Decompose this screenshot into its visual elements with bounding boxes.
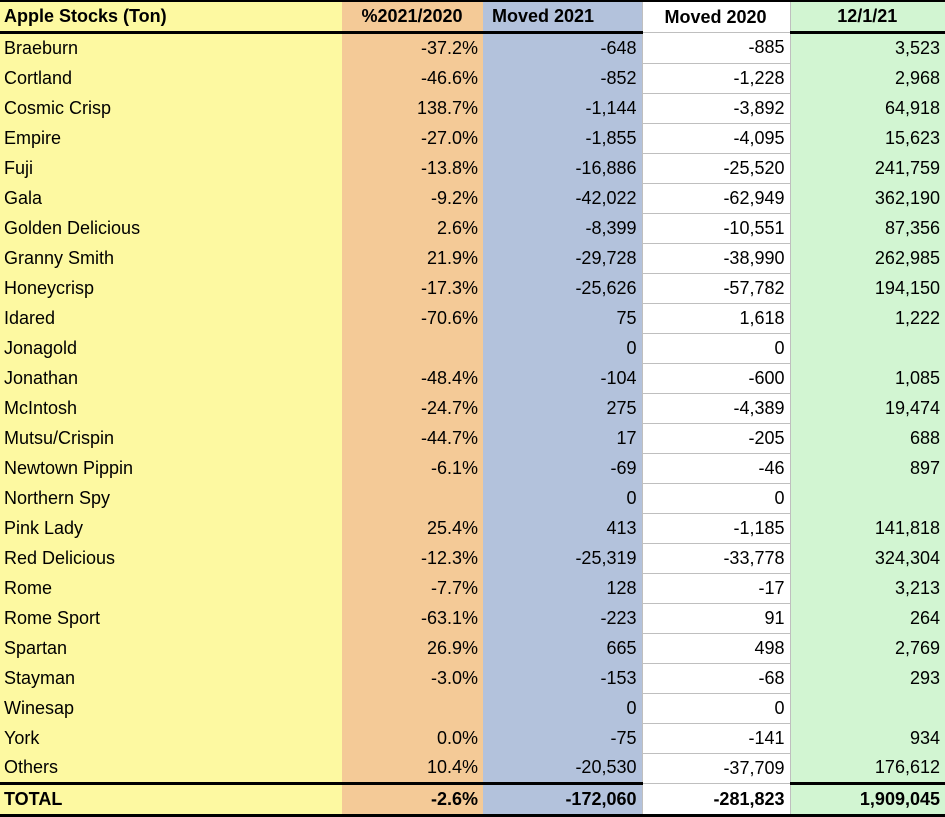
cell-pct-change[interactable]: 0.0%	[342, 723, 483, 753]
table-row	[0, 633, 945, 663]
cell-moved-2021[interactable]: 128	[483, 573, 642, 603]
cell-pct-change[interactable]: -37.2%	[342, 33, 483, 64]
table-row	[0, 393, 945, 423]
cell-variety[interactable]: Newtown Pippin	[0, 453, 342, 483]
cell-moved-2021[interactable]: 0	[483, 483, 642, 513]
cell-pct-change[interactable]: 26.9%	[342, 633, 483, 663]
col-header-pct-2021-2020[interactable]: %2021/2020	[342, 1, 483, 33]
cell-stock[interactable]: 87,356	[790, 213, 945, 243]
cell-moved-2020[interactable]: -141	[642, 723, 790, 753]
total-moved-2020-cell[interactable]: -281,823	[642, 784, 790, 816]
total-row	[0, 784, 945, 816]
cell-moved-2021[interactable]: -16,886	[483, 153, 642, 183]
cell-moved-2020[interactable]: 0	[642, 483, 790, 513]
table-row	[0, 243, 945, 273]
cell-moved-2021[interactable]: -648	[483, 33, 642, 64]
table-row	[0, 723, 945, 753]
cell-stock[interactable]: 293	[790, 663, 945, 693]
cell-pct-change[interactable]	[342, 693, 483, 723]
cell-moved-2021[interactable]: -42,022	[483, 183, 642, 213]
table-row	[0, 753, 945, 784]
cell-moved-2021[interactable]: -75	[483, 723, 642, 753]
cell-moved-2021[interactable]: 0	[483, 333, 642, 363]
col-header-moved-2020[interactable]: Moved 2020	[642, 1, 790, 33]
cell-stock[interactable]: 1,222	[790, 303, 945, 333]
cell-stock[interactable]: 1,085	[790, 363, 945, 393]
cell-variety[interactable]: Gala	[0, 183, 342, 213]
cell-variety[interactable]: Fuji	[0, 153, 342, 183]
cell-moved-2020[interactable]: -4,389	[642, 393, 790, 423]
cell-pct-change[interactable]: 21.9%	[342, 243, 483, 273]
cell-variety[interactable]: Stayman	[0, 663, 342, 693]
cell-moved-2020[interactable]: -33,778	[642, 543, 790, 573]
cell-moved-2021[interactable]: -29,728	[483, 243, 642, 273]
cell-moved-2020[interactable]: 1,618	[642, 303, 790, 333]
cell-moved-2020[interactable]: -600	[642, 363, 790, 393]
table-row	[0, 213, 945, 243]
cell-moved-2020[interactable]: -68	[642, 663, 790, 693]
table-row	[0, 273, 945, 303]
table-row	[0, 543, 945, 573]
cell-moved-2020[interactable]: -4,095	[642, 123, 790, 153]
table-row	[0, 363, 945, 393]
cell-variety[interactable]: Cortland	[0, 63, 342, 93]
table-row	[0, 663, 945, 693]
cell-stock[interactable]: 2,769	[790, 633, 945, 663]
table-row	[0, 63, 945, 93]
cell-variety[interactable]: Honeycrisp	[0, 273, 342, 303]
cell-variety[interactable]: Rome Sport	[0, 603, 342, 633]
cell-stock[interactable]: 264	[790, 603, 945, 633]
cell-moved-2021[interactable]: -1,855	[483, 123, 642, 153]
cell-moved-2021[interactable]: -25,626	[483, 273, 642, 303]
cell-moved-2020[interactable]: -3,892	[642, 93, 790, 123]
cell-stock[interactable]: 362,190	[790, 183, 945, 213]
cell-variety[interactable]: Idared	[0, 303, 342, 333]
cell-pct-change[interactable]: -48.4%	[342, 363, 483, 393]
table-body	[0, 33, 945, 784]
table-row	[0, 183, 945, 213]
cell-stock[interactable]: 688	[790, 423, 945, 453]
cell-stock[interactable]: 194,150	[790, 273, 945, 303]
table-row	[0, 693, 945, 723]
cell-pct-change[interactable]: -7.7%	[342, 573, 483, 603]
cell-variety[interactable]: Winesap	[0, 693, 342, 723]
cell-variety[interactable]: Pink Lady	[0, 513, 342, 543]
cell-variety[interactable]: Cosmic Crisp	[0, 93, 342, 123]
cell-pct-change[interactable]: 25.4%	[342, 513, 483, 543]
cell-moved-2020[interactable]: -205	[642, 423, 790, 453]
cell-pct-change[interactable]: -17.3%	[342, 273, 483, 303]
cell-pct-change[interactable]: -6.1%	[342, 453, 483, 483]
cell-pct-change[interactable]: -24.7%	[342, 393, 483, 423]
total-label-cell[interactable]: TOTAL	[0, 784, 342, 816]
cell-moved-2021[interactable]: -223	[483, 603, 642, 633]
cell-variety[interactable]: McIntosh	[0, 393, 342, 423]
cell-variety[interactable]: York	[0, 723, 342, 753]
cell-stock[interactable]	[790, 333, 945, 363]
cell-pct-change[interactable]: -70.6%	[342, 303, 483, 333]
cell-stock[interactable]: 64,918	[790, 93, 945, 123]
cell-moved-2020[interactable]: -37,709	[642, 753, 790, 784]
cell-moved-2021[interactable]: 275	[483, 393, 642, 423]
table-row	[0, 93, 945, 123]
cell-stock[interactable]: 19,474	[790, 393, 945, 423]
cell-stock[interactable]: 2,968	[790, 63, 945, 93]
cell-pct-change[interactable]: -27.0%	[342, 123, 483, 153]
table-row	[0, 123, 945, 153]
cell-stock[interactable]: 3,523	[790, 33, 945, 64]
table-row	[0, 573, 945, 603]
cell-variety[interactable]: Others	[0, 753, 342, 784]
cell-stock[interactable]: 241,759	[790, 153, 945, 183]
header-row	[0, 1, 945, 33]
cell-moved-2021[interactable]: 413	[483, 513, 642, 543]
cell-variety[interactable]: Golden Delicious	[0, 213, 342, 243]
cell-stock[interactable]: 176,612	[790, 753, 945, 784]
col-header-apple-stocks[interactable]: Apple Stocks (Ton)	[0, 1, 342, 33]
table-row	[0, 423, 945, 453]
cell-stock[interactable]: 15,623	[790, 123, 945, 153]
cell-pct-change[interactable]: -12.3%	[342, 543, 483, 573]
cell-moved-2021[interactable]: -1,144	[483, 93, 642, 123]
col-header-moved-2021[interactable]: Moved 2021	[483, 1, 642, 33]
cell-stock[interactable]: 324,304	[790, 543, 945, 573]
cell-moved-2021[interactable]: -153	[483, 663, 642, 693]
cell-moved-2020[interactable]: 0	[642, 333, 790, 363]
cell-moved-2020[interactable]: -62,949	[642, 183, 790, 213]
cell-pct-change[interactable]: -13.8%	[342, 153, 483, 183]
cell-pct-change[interactable]: 10.4%	[342, 753, 483, 784]
cell-variety[interactable]: Northern Spy	[0, 483, 342, 513]
col-header-stock-date[interactable]: 12/1/21	[790, 1, 945, 33]
cell-moved-2021[interactable]: 75	[483, 303, 642, 333]
cell-moved-2020[interactable]: 0	[642, 693, 790, 723]
cell-pct-change[interactable]	[342, 483, 483, 513]
cell-moved-2020[interactable]: -10,551	[642, 213, 790, 243]
table-row	[0, 333, 945, 363]
cell-moved-2021[interactable]: -104	[483, 363, 642, 393]
cell-variety[interactable]: Rome	[0, 573, 342, 603]
cell-moved-2021[interactable]: -25,319	[483, 543, 642, 573]
cell-pct-change[interactable]: -9.2%	[342, 183, 483, 213]
total-pct-cell[interactable]: -2.6%	[342, 784, 483, 816]
cell-moved-2020[interactable]: -885	[642, 33, 790, 64]
cell-pct-change[interactable]: 2.6%	[342, 213, 483, 243]
cell-pct-change[interactable]: -3.0%	[342, 663, 483, 693]
cell-variety[interactable]: Empire	[0, 123, 342, 153]
cell-moved-2021[interactable]: -8,399	[483, 213, 642, 243]
cell-variety[interactable]: Braeburn	[0, 33, 342, 64]
cell-variety[interactable]: Granny Smith	[0, 243, 342, 273]
cell-moved-2020[interactable]: -17	[642, 573, 790, 603]
cell-variety[interactable]: Jonagold	[0, 333, 342, 363]
cell-pct-change[interactable]: -63.1%	[342, 603, 483, 633]
cell-pct-change[interactable]	[342, 333, 483, 363]
cell-moved-2021[interactable]: -20,530	[483, 753, 642, 784]
total-stock-cell[interactable]: 1,909,045	[790, 784, 945, 816]
cell-pct-change[interactable]: -46.6%	[342, 63, 483, 93]
cell-stock[interactable]: 141,818	[790, 513, 945, 543]
cell-stock[interactable]: 934	[790, 723, 945, 753]
cell-pct-change[interactable]: -44.7%	[342, 423, 483, 453]
cell-moved-2020[interactable]: 91	[642, 603, 790, 633]
cell-moved-2020[interactable]: 498	[642, 633, 790, 663]
table-row	[0, 603, 945, 633]
cell-moved-2020[interactable]: -46	[642, 453, 790, 483]
table-row	[0, 303, 945, 333]
cell-stock[interactable]: 897	[790, 453, 945, 483]
table-row	[0, 33, 945, 64]
cell-moved-2020[interactable]: -38,990	[642, 243, 790, 273]
cell-stock[interactable]	[790, 693, 945, 723]
cell-stock[interactable]: 262,985	[790, 243, 945, 273]
cell-moved-2021[interactable]: 665	[483, 633, 642, 663]
cell-variety[interactable]: Spartan	[0, 633, 342, 663]
table-row	[0, 453, 945, 483]
table-row	[0, 483, 945, 513]
cell-moved-2020[interactable]: -57,782	[642, 273, 790, 303]
cell-variety[interactable]: Red Delicious	[0, 543, 342, 573]
cell-stock[interactable]	[790, 483, 945, 513]
table-row	[0, 153, 945, 183]
cell-variety[interactable]: Mutsu/Crispin	[0, 423, 342, 453]
cell-moved-2020[interactable]: -25,520	[642, 153, 790, 183]
cell-stock[interactable]: 3,213	[790, 573, 945, 603]
cell-moved-2020[interactable]: -1,185	[642, 513, 790, 543]
cell-moved-2021[interactable]: 0	[483, 693, 642, 723]
cell-moved-2021[interactable]: 17	[483, 423, 642, 453]
cell-moved-2020[interactable]: -1,228	[642, 63, 790, 93]
table-row	[0, 513, 945, 543]
cell-pct-change[interactable]: 138.7%	[342, 93, 483, 123]
cell-variety[interactable]: Jonathan	[0, 363, 342, 393]
cell-moved-2021[interactable]: -852	[483, 63, 642, 93]
total-moved-2021-cell[interactable]: -172,060	[483, 784, 642, 816]
cell-moved-2021[interactable]: -69	[483, 453, 642, 483]
